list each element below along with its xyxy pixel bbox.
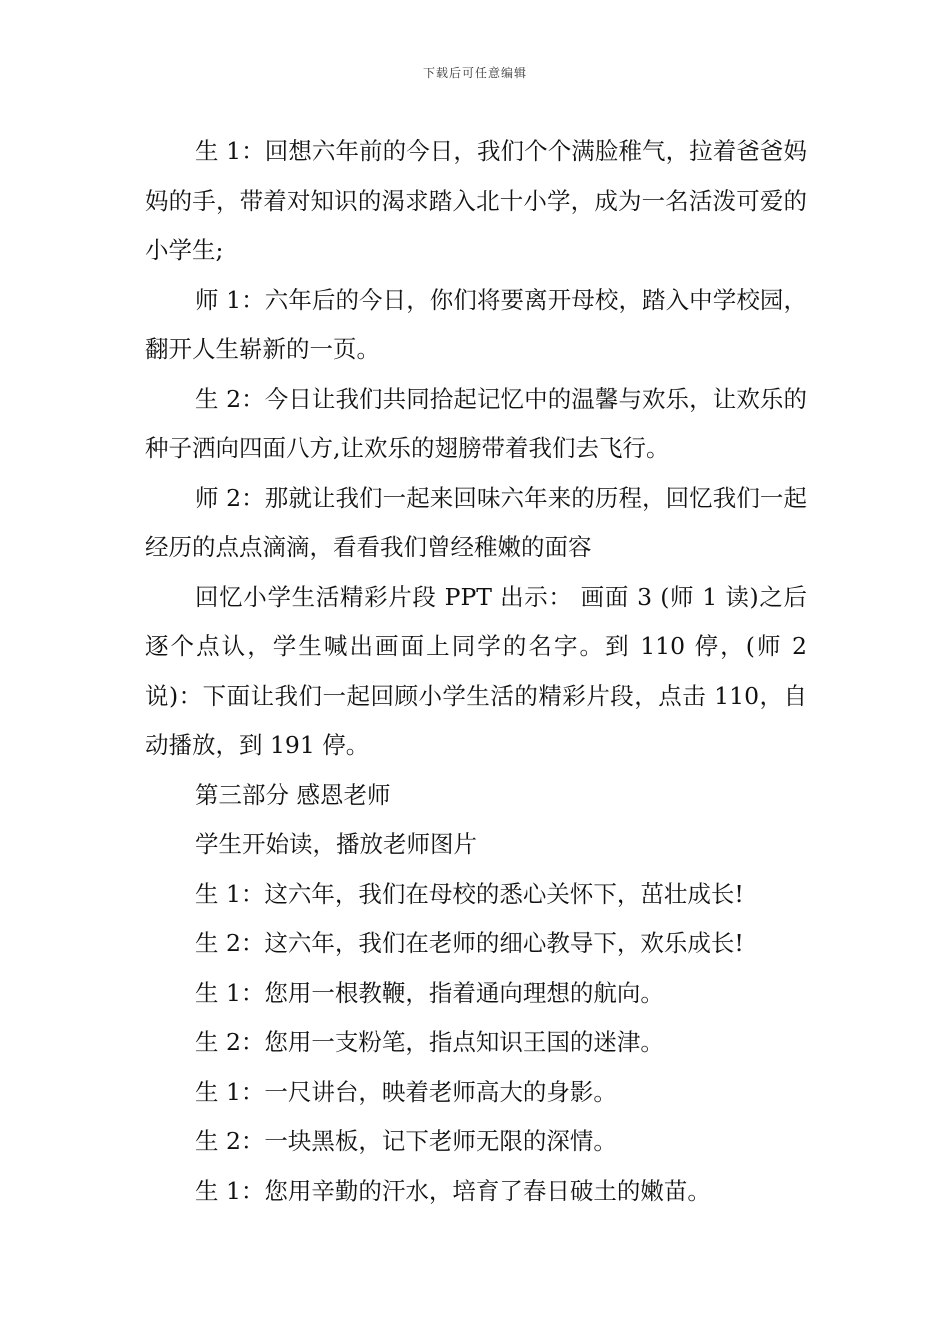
paragraph: 生 2：今日让我们共同拾起记忆中的温馨与欢乐，让欢乐的种子洒向四面八方,让欢乐的翅膀带着我们去飞行。	[145, 384, 807, 462]
paragraph: 学生开始读，播放老师图片	[195, 830, 477, 858]
section-heading: 第三部分 感恩老师	[195, 780, 391, 809]
page-header: 下载后可任意编辑	[422, 66, 527, 80]
paragraph: 生 2：一块黑板，记下老师无限的深情。	[195, 1127, 617, 1155]
document-body	[145, 127, 807, 1216]
paragraph: 生 1：回想六年前的今日，我们个个满脸稚气，拉着爸爸妈妈的手，带着对知识的渴求踏入北十小学，成为一名活泼可爱的小学生;	[145, 137, 807, 264]
paragraph: 回忆小学生活精彩片段 PPT 出示： 画面 3 (师 1 读)之后逐个点认，学生喊出画面上同学的名字。到 110 停，(师 2 说)：下面让我们一起回顾小学生活的精彩片段，点击 110，自动播放，到 191 停。	[145, 582, 807, 759]
paragraph: 生 2：您用一支粉笔，指点知识王国的迷津。	[195, 1028, 664, 1056]
paragraph: 师 1：六年后的今日，你们将要离开母校，踏入中学校园，翻开人生崭新的一页。	[145, 285, 807, 363]
paragraph: 生 1：您用辛勤的汗水，培育了春日破土的嫩苗。	[195, 1176, 711, 1205]
paragraph: 生 2：这六年，我们在老师的细心教导下，欢乐成长!	[195, 929, 744, 957]
paragraph: 师 2：那就让我们一起来回味六年来的历程，回忆我们一起经历的点点滴滴，看看我们曾经稚嫩的面容	[145, 483, 807, 561]
paragraph: 生 1：这六年，我们在母校的悉心关怀下，茁壮成长!	[195, 879, 744, 908]
paragraph: 生 1：一尺讲台，映着老师高大的身影。	[195, 1077, 617, 1106]
paragraph: 生 1：您用一根教鞭，指着通向理想的航向。	[195, 978, 664, 1007]
